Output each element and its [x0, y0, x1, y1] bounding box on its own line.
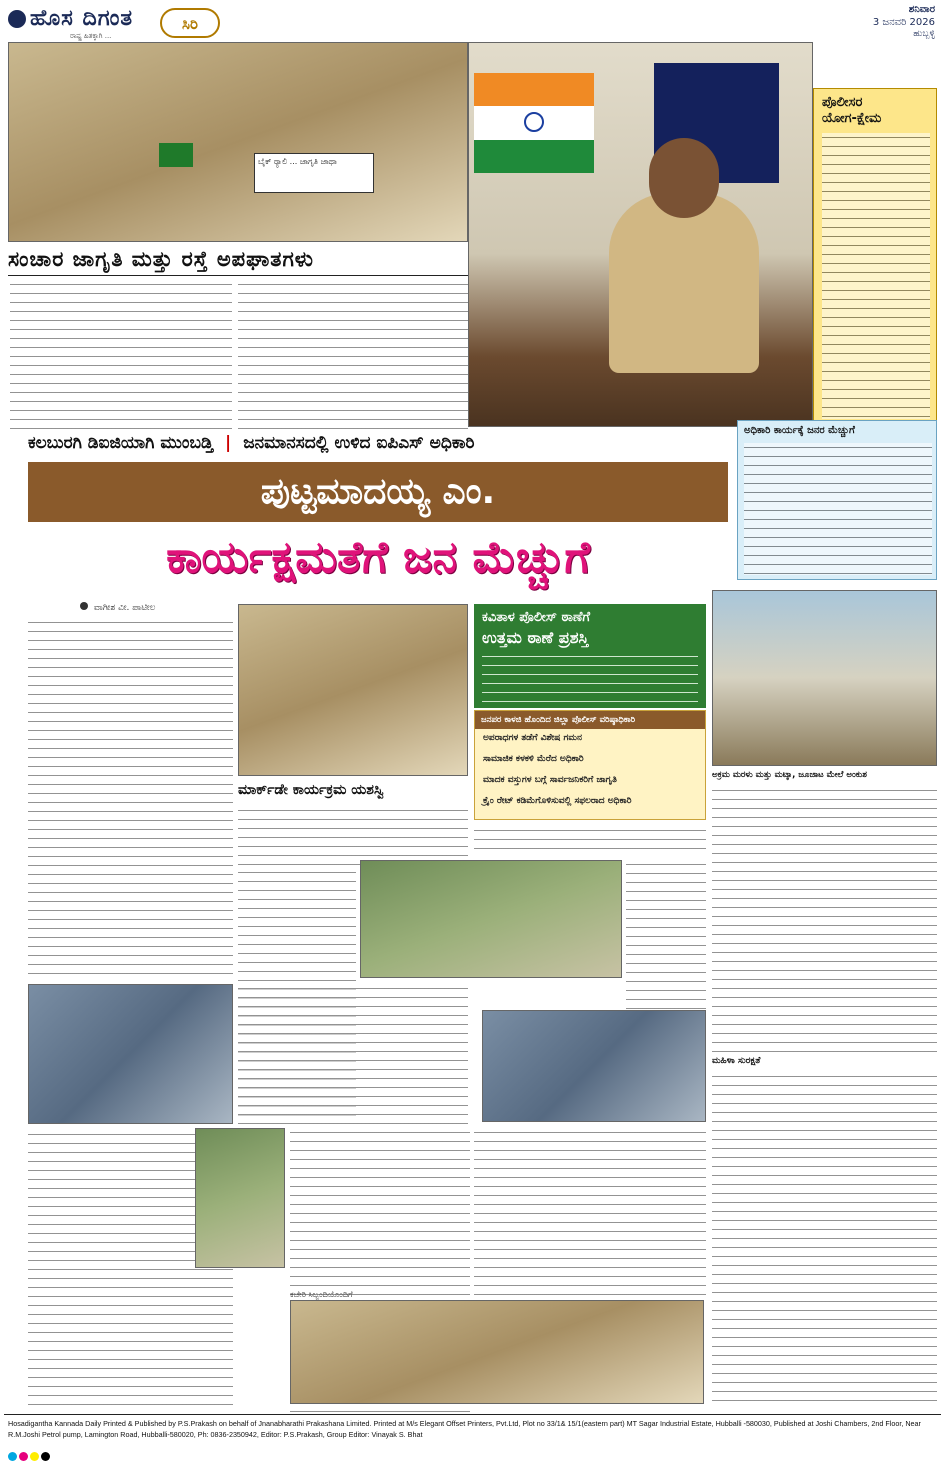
top-story-col2 [238, 280, 468, 430]
officer-portrait-photo [468, 42, 813, 427]
right-col-text2 [712, 1072, 937, 1402]
masthead-logo-icon [8, 10, 26, 28]
paper-tagline: ರಾಷ್ಟ್ರ ಹಿತಕ್ಕಾಗಿ ... [70, 32, 112, 40]
award-ceremony-photo [482, 1010, 706, 1122]
byline [80, 602, 220, 616]
drug-heading: ಅಕ್ರಮ ಮರಳು ಮತ್ತು ಮಟ್ಕಾ, ಜೂಜಾಟ ಮೇಲೆ ಅಂಕುಶ [712, 770, 867, 780]
main-title: ಪುಟ್ಟಮಾದಯ್ಯ ಎಂ. [260, 471, 496, 512]
highlight-item-4: ಕ್ರೈಂ ರೇಟ್ ಕಡಿಮೆಗೊಳಿಸುವಲ್ಲಿ ಸಫಲರಾದ ಅಧಿಕಾರಿ [483, 796, 632, 806]
rally-photo [8, 42, 468, 242]
byline-text: ವಾಗೀಶ ವೀ. ಪಾಟೀಲ [93, 603, 156, 613]
issue-day: ಶನಿವಾರ [908, 4, 935, 15]
award-title-1: ಕವಿತಾಳ ಪೊಲೀಸ್ ಠಾಣೆಗೆ [482, 610, 590, 625]
award-text [482, 652, 698, 702]
group-photo-caption: ಕಚೇರಿ ಸಿಬ್ಬಂದಿಯೊಂದಿಗೆ [290, 1290, 353, 1299]
supplement-badge: ಸಿರಿ [160, 8, 220, 38]
footer-imprint: Hosadigantha Kannada Daily Printed & Published by P.S.Prakash on behalf of Jnanabharathi Prakashana Limited. Printed at M/s Elegant Offset Printers, Pvt.Ltd, Plot no 33/1& 15/1(eastern part) MT Sagar Industrial Estate, Hubballi -580030, Published at Joshi Chambers, 2nd Floor, Near R.M.Joshi Petrol pump, Lamington Road, Hubballi-580020, Ph: 0836-2350942, Editor: P.S.Prakash, Group Editor: Vinayak S. Bhat [8, 1419, 921, 1439]
kicker-bar [28, 433, 728, 459]
award-col-text3 [474, 1128, 706, 1298]
inspection-photo [28, 984, 233, 1124]
award-col-text [474, 826, 706, 856]
rally-flag-icon [159, 143, 193, 167]
footer-rule [4, 1414, 941, 1415]
kicker-left: ಕಲಬುರಗಿ ಡಿಐಜಿಯಾಗಿ ಮುಂಬಡ್ತಿ [28, 433, 214, 453]
right-col-text [712, 786, 937, 1052]
byline-icon [80, 602, 88, 610]
center-col-text2 [238, 984, 468, 1124]
yoga-kshema-title-2: ಯೋಗ-ಕ್ಷೇಮ [822, 111, 882, 126]
award-col-text2 [626, 860, 706, 1010]
mark-day-heading: ಮಾರ್ಕ್‌ಡೇ ಕಾರ್ಯಕ್ರಮ ಯಶಸ್ವಿ [238, 782, 468, 804]
paper-name: ಹೊಸ ದಿಗಂತ [30, 6, 134, 31]
highlight-item-2: ಸಾಮಾಜಿಕ ಕಳಕಳಿ ಮೆರೆದ ಅಧಿಕಾರಿ [483, 754, 584, 764]
kicker-right: ಜನಮಾನಸದಲ್ಲಿ ಉಳಿದ ಐಪಿಎಸ್ ಅಧಿಕಾರಿ [243, 433, 475, 453]
mark-day-text [238, 806, 468, 866]
yoga-photo [360, 860, 622, 978]
top-story-headline: ಸಂಚಾರ ಜಾಗೃತಿ ಮತ್ತು ರಸ್ತೆ ಅಪಘಾತಗಳು [8, 244, 468, 274]
issue-city: ಹುಬ್ಬಳ್ಳಿ [913, 29, 935, 39]
india-flag-icon [474, 73, 594, 173]
officer-walk-photo [712, 590, 937, 766]
staff-group-photo [290, 1300, 704, 1404]
color-registration-marks [8, 1446, 937, 1458]
top-story-col1 [10, 280, 232, 430]
headline-rule [8, 275, 468, 276]
rally-banner: ಬೈಕ್ ರ‍್ಯಾಲಿ ... ಜಾಗೃತಿ ಜಾಥಾ [254, 153, 374, 193]
issue-date: 3 ಜನವರಿ 2026 [872, 17, 935, 28]
officer-head [649, 138, 719, 218]
main-story-col1 [28, 618, 233, 978]
main-title-band [28, 462, 728, 522]
right-sidebar-text [744, 443, 932, 575]
highlight-item-1: ಅಪರಾಧಗಳ ತಡೆಗೆ ವಿಶೇಷ ಗಮನ [483, 733, 582, 743]
yoga-kshema-title-1: ಪೊಲೀಸರ [822, 95, 863, 110]
food-distribution-photo [238, 604, 468, 776]
main-subtitle: ಕಾರ್ಯಕ್ಷಮತೆಗೆ ಜನ ಮೆಚ್ಚುಗೆ [166, 532, 590, 583]
right-sidebar-box [737, 420, 937, 580]
yoga-kshema-box [813, 88, 937, 426]
masthead [0, 0, 945, 42]
award-box [474, 604, 706, 708]
award-title-2: ಉತ್ತಮ ಠಾಣೆ ಪ್ರಶಸ್ತಿ [482, 628, 589, 647]
highlights-header: ಜನಪರ ಕಾಳಜಿ ಹೊಂದಿದ ಜಿಲ್ಲಾ ಪೊಲೀಸ್ ವರಿಷ್ಠಾಧಿಕಾರಿ [475, 711, 705, 729]
kicker-separator: | [225, 433, 232, 453]
yoga-kshema-text [822, 133, 930, 419]
highlights-box [474, 710, 706, 820]
tree-planting-photo [195, 1128, 285, 1268]
officer-figure [609, 193, 759, 373]
highlight-item-3: ಮಾದಕ ವಸ್ತುಗಳ ಬಗ್ಗೆ ಸಾರ್ವಜನಿಕರಿಗೆ ಜಾಗೃತಿ [483, 775, 617, 785]
right-sidebar-title: ಅಧಿಕಾರಿ ಕಾರ್ಯಕ್ಕೆ ಜನರ ಮೆಚ್ಚುಗೆ [744, 425, 855, 436]
mahila-heading: ಮಹಿಳಾ ಸುರಕ್ಷತೆ [712, 1056, 761, 1066]
